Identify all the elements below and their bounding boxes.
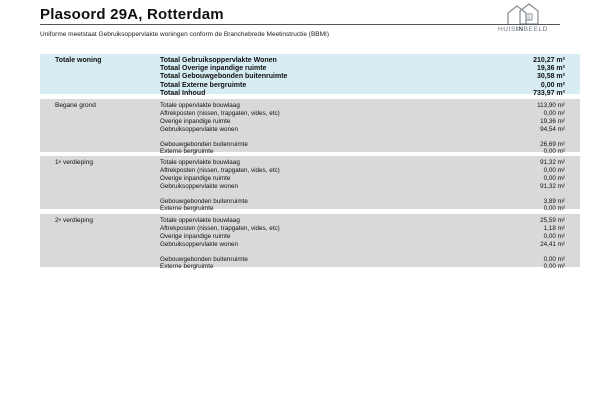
table-row: Aftrekposten (nissen, trapgaten, vides, etc) 0,00 m² bbox=[160, 166, 565, 174]
table-row: Totale oppervlakte bouwlaag 25,59 m² bbox=[160, 217, 565, 224]
table-row: Aftrekposten (nissen, trapgaten, vides, etc) 0,00 m² bbox=[160, 109, 565, 117]
table-row: Overige inpandige ruimte 19,36 m² bbox=[160, 117, 565, 125]
table-row: Gebruiksoppervlakte wonen 24,41 m² bbox=[160, 240, 565, 248]
section-label: Totale woning bbox=[55, 57, 102, 64]
table-row: Aftrekposten (nissen, trapgaten, vides, etc) 1,18 m² bbox=[160, 224, 565, 232]
section-label: Begane grond bbox=[55, 102, 96, 109]
table-row: Gebruiksoppervlakte wonen 94,54 m² bbox=[160, 125, 565, 133]
section-begane-grond bbox=[40, 99, 580, 156]
table-row: Gebouwgebonden buitenruimte 3,89 m² bbox=[160, 197, 565, 205]
table-row: Overige inpandige ruimte 0,00 m² bbox=[160, 232, 565, 240]
company-logo bbox=[487, 3, 559, 37]
table-row: Totale oppervlakte bouwlaag 113,90 m² bbox=[160, 102, 565, 109]
table-row: Gebruiksoppervlakte wonen 91,32 m² bbox=[160, 182, 565, 190]
table-row: Totaal Inhoud 733,97 m³ bbox=[160, 89, 565, 97]
table-row: Totale oppervlakte bouwlaag 91,32 m² bbox=[160, 159, 565, 166]
page-title: Plasoord 29A, Rotterdam bbox=[40, 6, 224, 23]
table-row: Totaal Gebruiksoppervlakte Wonen 210,27 m² bbox=[160, 57, 565, 64]
header-divider bbox=[40, 24, 560, 25]
table-row: Externe bergruimte 0,00 m² bbox=[160, 263, 565, 271]
table-row: Externe bergruimte 0,00 m² bbox=[160, 148, 565, 156]
section-totale-woning bbox=[40, 54, 580, 97]
table-row: Overige inpandige ruimte 0,00 m² bbox=[160, 174, 565, 182]
svg-text:B: B bbox=[527, 15, 531, 22]
page-subtitle: Uniforme meetstaat Gebruiksoppervlakte woningen conform de Branchebrede Meetinstructie (BBMI) bbox=[40, 31, 330, 38]
house-logo-icon bbox=[506, 3, 540, 25]
table-row: Gebouwgebonden buitenruimte 0,00 m² bbox=[160, 255, 565, 263]
table-row: Totaal Gebouwgebonden buitenruimte 30,58 m² bbox=[160, 73, 565, 81]
table-row: Gebouwgebonden buitenruimte 26,69 m² bbox=[160, 140, 565, 148]
section-label: 2e verdieping bbox=[55, 217, 93, 224]
section-label: 1e verdieping bbox=[55, 159, 93, 166]
section-eerste-verdieping bbox=[40, 156, 580, 213]
table-row: Totaal Overige inpandige ruimte 19,36 m² bbox=[160, 65, 565, 73]
table-row: Externe bergruimte 0,00 m² bbox=[160, 205, 565, 213]
section-tweede-verdieping bbox=[40, 214, 580, 271]
logo-text: HUISINBEELD bbox=[498, 26, 548, 33]
table-row: Totaal Externe bergruimte 0,00 m² bbox=[160, 81, 565, 89]
